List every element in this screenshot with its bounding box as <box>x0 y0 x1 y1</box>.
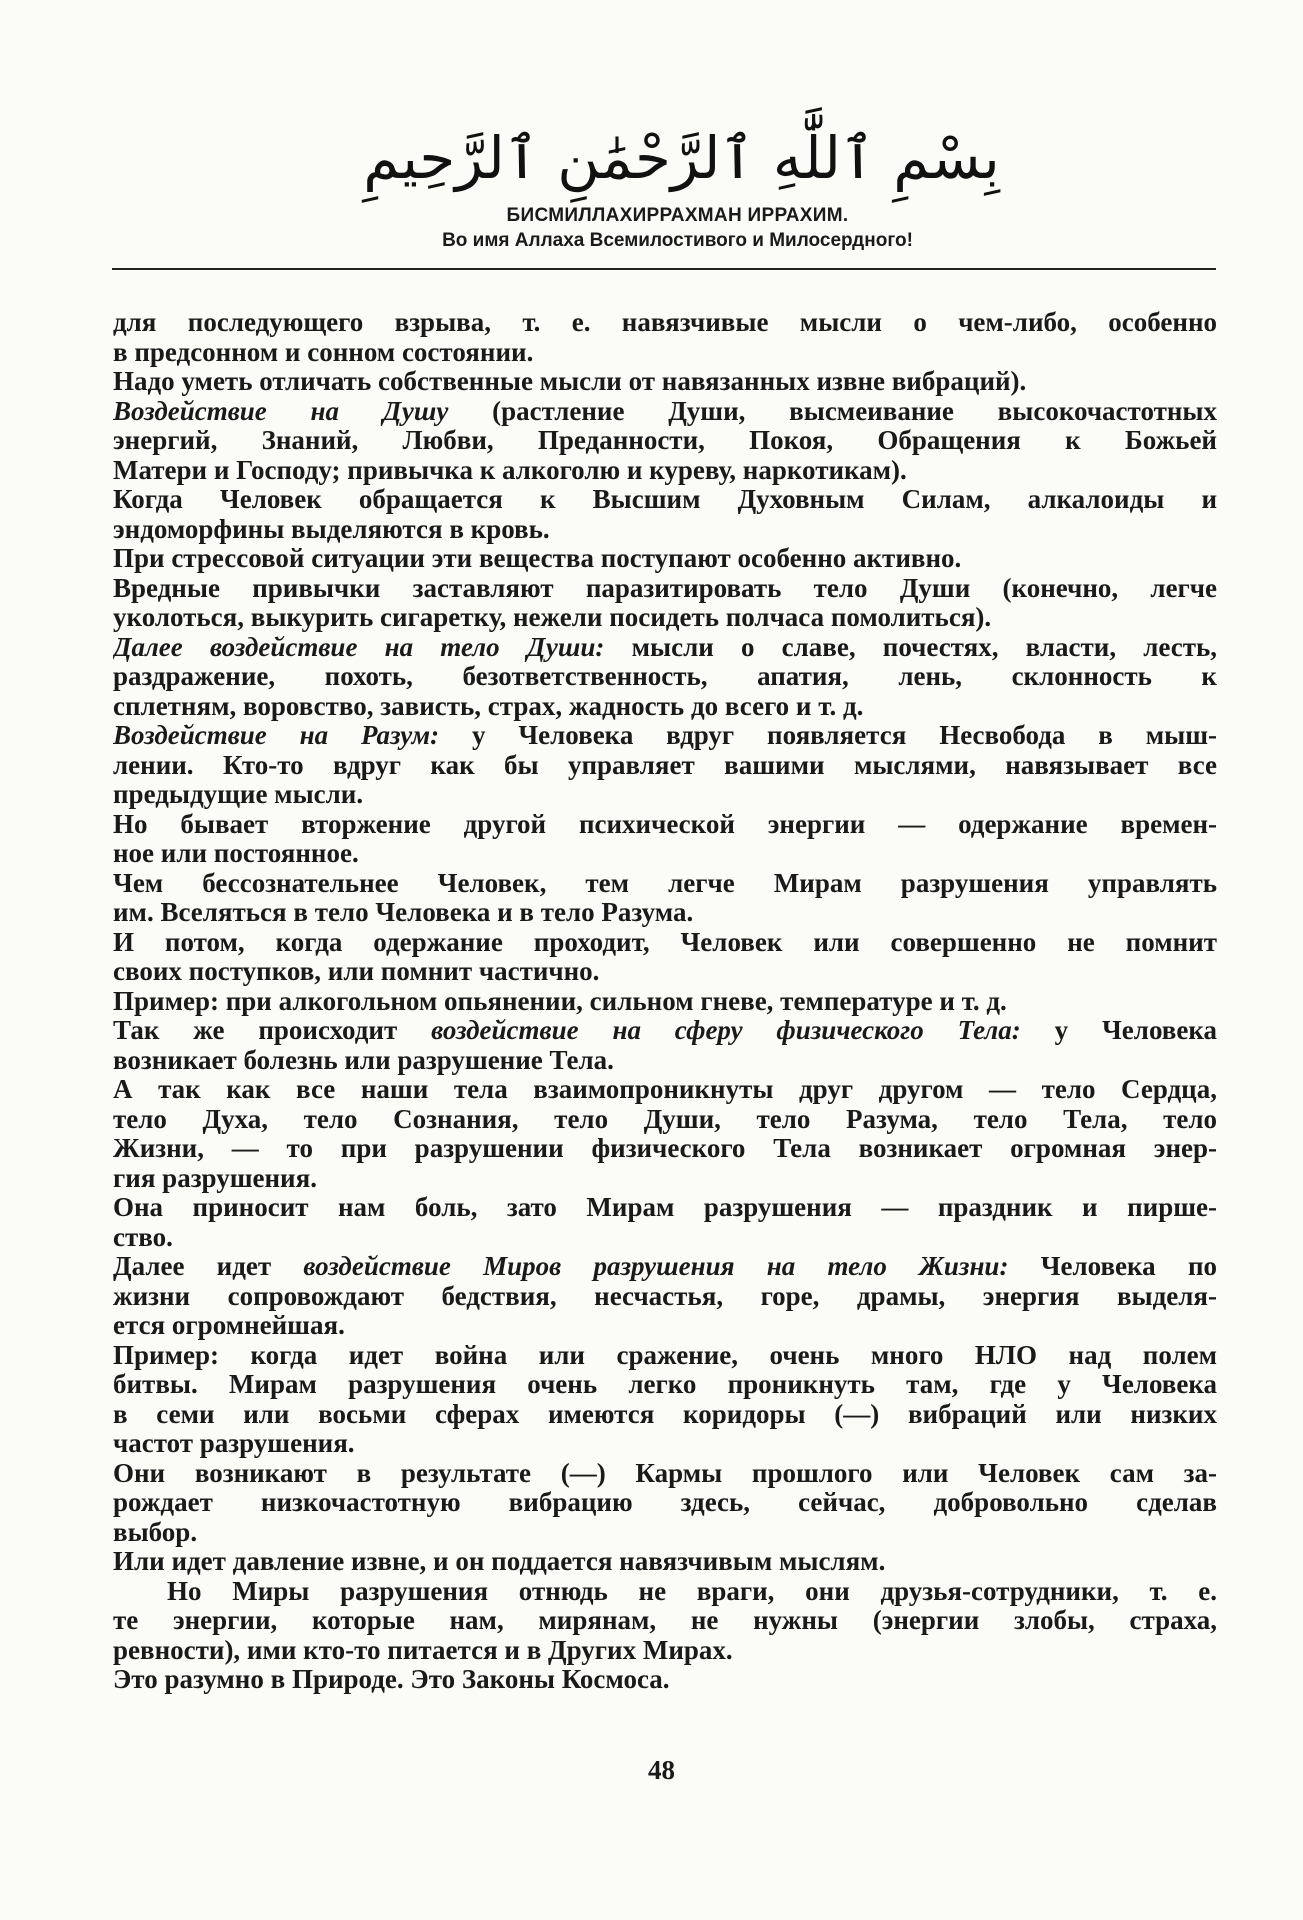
text-line <box>113 839 1217 869</box>
text-run: эндоморфины выделяются в кровь. <box>113 514 550 544</box>
text-run: Пример: при алкогольном опьянении, сильном гневе, температуре и т. д. <box>113 986 1007 1016</box>
text-run: Человека по <box>1008 1252 1217 1281</box>
text-line <box>113 1400 1217 1430</box>
italic-phrase: Воздействие на Душу <box>113 396 449 426</box>
text-run: А так как все наши тела взаимопроникнуты друг другом — тело Сердца, <box>113 1075 1217 1104</box>
italic-phrase: Далее воздействие на тело Души: <box>113 632 605 662</box>
text-run: Пример: когда идет война или сражение, очень много НЛО над полем <box>113 1340 1217 1370</box>
text-run: в семи или восьми сферах имеются коридоры (—) вибраций или низких <box>113 1399 1217 1429</box>
basmala-calligraphy: بِسْمِ ٱللَّٰهِ ٱلرَّحْمَٰنِ ٱلرَّحِيمِ <box>363 124 1000 192</box>
text-run: Когда Человек обращается к Высшим Духовным Силам, алкалоиды и <box>113 485 1217 514</box>
text-run: предыдущие мысли. <box>113 780 364 809</box>
text-line <box>113 633 1217 663</box>
text-line <box>113 721 1217 751</box>
text-line <box>113 898 1217 928</box>
text-line <box>113 1459 1217 1489</box>
text-line <box>113 1193 1217 1223</box>
text-line <box>113 1665 1217 1695</box>
text-run: Они возникают в результате (—) Кармы прошлого или Человек сам за- <box>113 1458 1217 1488</box>
text-run: Это разумно в Природе. Это Законы Космоса. <box>113 1665 670 1694</box>
text-line <box>113 692 1217 722</box>
text-line <box>113 810 1217 840</box>
text-line <box>113 780 1217 810</box>
text-run: сплетням, воровство, зависть, страх, жадность до всего и т. д. <box>113 691 864 721</box>
text-run: для последующего взрыва, т. е. навязчивые мысли о чем-либо, особенно <box>113 308 1217 337</box>
text-line <box>113 662 1217 692</box>
text-run: ется огромнейшая. <box>113 1311 345 1340</box>
text-run: (растление Души, высмеивание высокочастотных <box>448 396 1217 426</box>
text-run: своих поступков, или помнит частично. <box>113 957 600 986</box>
text-line <box>113 485 1217 515</box>
text-run: энергий, Знаний, Любви, Преданности, Покоя, Обращения к Божьей <box>113 426 1217 455</box>
text-run: те энергии, которые нам, мирянам, не нужны (энергии злобы, страха, <box>113 1606 1217 1635</box>
text-run: Но Миры разрушения отнюдь не враги, они друзья-сотрудники, т. е. <box>167 1576 1217 1606</box>
text-line <box>113 338 1217 368</box>
text-run: жизни сопровождают бедствия, несчастья, горе, драмы, энергия выделя- <box>113 1281 1217 1311</box>
text-run: Вредные привычки заставляют паразитировать тело Души (конечно, легче <box>113 573 1217 603</box>
text-run: ревности), ими кто-то питается и в Других Мирах. <box>113 1635 733 1665</box>
text-line <box>113 308 1217 338</box>
text-line <box>113 1341 1217 1371</box>
text-run: При стрессовой ситуации эти вещества поступают особенно активно. <box>113 544 962 573</box>
text-run: Матери и Господу; привычка к алкоголю и куреву, наркотикам). <box>113 455 907 485</box>
text-line <box>113 426 1217 456</box>
text-run: выбор. <box>113 1517 198 1547</box>
text-run: гия разрушения. <box>113 1163 317 1193</box>
text-line <box>113 1518 1217 1548</box>
text-line <box>113 1311 1217 1341</box>
text-line <box>113 544 1217 574</box>
text-run: ное или постоянное. <box>113 839 359 868</box>
text-line <box>113 456 1217 486</box>
text-line <box>113 869 1217 899</box>
text-run: раздражение, похоть, безответственность, апатия, лень, склонность к <box>113 662 1217 691</box>
text-run: Так же происходит <box>113 1016 432 1045</box>
text-line <box>113 367 1217 397</box>
text-line <box>113 1577 1217 1607</box>
text-run: И потом, когда одержание проходит, Человек или совершенно не помнит <box>113 927 1217 957</box>
header-transliteration: БИСМИЛЛАХИРРАХМАН ИРРАХИМ. <box>506 205 849 226</box>
header-translation: Во имя Аллаха Всемилостивого и Милосердного! <box>442 230 913 251</box>
text-line <box>113 1075 1217 1105</box>
text-line <box>113 1488 1217 1518</box>
page-number: 48 <box>648 1755 675 1785</box>
text-run: частот разрушения. <box>113 1429 355 1458</box>
text-run: Надо уметь отличать собственные мысли от навязанных извне вибраций). <box>113 367 1027 396</box>
text-run: Она приносит нам боль, зато Мирам разрушения — праздник и пирше- <box>113 1193 1217 1222</box>
header-divider <box>112 268 1216 270</box>
text-line <box>113 1547 1217 1577</box>
italic-phrase: воздействие Миров разрушения на тело Жизни: <box>303 1252 1009 1281</box>
text-line <box>113 1164 1217 1194</box>
page-header <box>0 118 1303 254</box>
text-run: рождает низкочастотную вибрацию здесь, сейчас, добровольно сделав <box>113 1488 1217 1517</box>
text-run: битвы. Мирам разрушения очень легко проникнуть там, где у Человека <box>113 1370 1217 1399</box>
text-line <box>113 1370 1217 1400</box>
text-run: Далее идет <box>113 1252 304 1281</box>
text-run: в предсонном и сонном состоянии. <box>113 337 534 367</box>
text-run: мысли о славе, почестях, власти, лесть, <box>604 632 1217 662</box>
text-line <box>113 515 1217 545</box>
italic-phrase: Воздействие на Разум: <box>113 721 440 750</box>
text-line <box>113 1252 1217 1282</box>
text-run: у Человека <box>1020 1016 1217 1045</box>
text-line <box>113 1429 1217 1459</box>
text-line <box>113 928 1217 958</box>
text-line <box>113 1046 1217 1076</box>
text-line <box>113 987 1217 1017</box>
text-line <box>113 1606 1217 1636</box>
text-line <box>113 1105 1217 1135</box>
text-line <box>113 397 1217 427</box>
text-line <box>113 957 1217 987</box>
text-run: Чем бессознательнее Человек, тем легче Мирам разрушения управлять <box>113 868 1217 898</box>
text-run: у Человека вдруг появляется Несвобода в мыш- <box>439 721 1217 750</box>
italic-phrase: воздействие на сферу физического Тела: <box>431 1016 1021 1045</box>
text-line <box>113 574 1217 604</box>
text-line <box>113 1223 1217 1253</box>
text-run: Жизни, — то при разрушении физического Тела возникает огромная энер- <box>113 1134 1217 1163</box>
text-line <box>113 751 1217 781</box>
text-run: Но бывает вторжение другой психической энергии — одержание времен- <box>113 809 1217 839</box>
text-run: ство. <box>113 1222 173 1252</box>
text-run: лении. Кто-то вдруг как бы управляет вашими мыслями, навязывает все <box>113 750 1217 780</box>
body-text <box>113 308 1217 1695</box>
text-run: тело Духа, тело Сознания, тело Души, тело Разума, тело Тела, тело <box>113 1104 1217 1134</box>
text-line <box>113 1016 1217 1046</box>
text-run: уколоться, выкурить сигаретку, нежели посидеть полчаса помолиться). <box>113 603 992 632</box>
text-run: им. Вселяться в тело Человека и в тело Разума. <box>113 898 694 927</box>
text-line <box>113 1282 1217 1312</box>
text-run: Или идет давление извне, и он поддается навязчивым мыслям. <box>113 1547 886 1576</box>
text-line <box>113 1636 1217 1666</box>
text-run: возникает болезнь или разрушение Тела. <box>113 1045 614 1075</box>
text-line <box>113 603 1217 633</box>
text-line <box>113 1134 1217 1164</box>
